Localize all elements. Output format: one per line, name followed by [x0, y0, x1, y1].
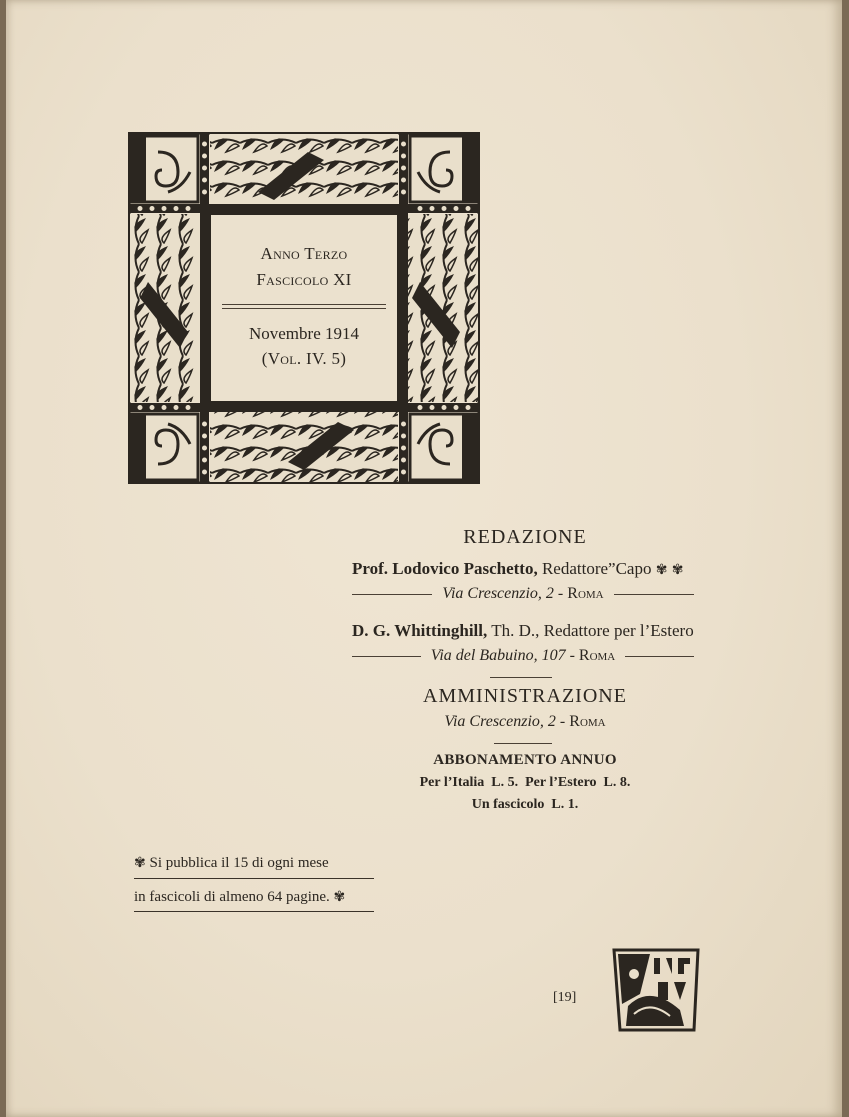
dash-rule	[352, 656, 421, 657]
fleuron-icon: ✾	[655, 563, 668, 578]
address-street: Via Crescenzio, 2 -	[444, 713, 566, 730]
section-divider	[490, 677, 552, 678]
foreign-editor-role: Th. D., Redattore per l’Estero	[491, 621, 694, 640]
frame-text-panel	[214, 218, 394, 398]
publication-note-text: in fascicoli di almeno 64 pagine.	[134, 889, 330, 905]
editor-in-chief-line	[352, 559, 683, 579]
frame-divider	[222, 304, 386, 309]
address-city: Roma	[567, 585, 604, 602]
address-street: Via del Babuino, 107 -	[430, 647, 575, 664]
page	[6, 0, 842, 1117]
address-city: Roma	[578, 647, 616, 664]
dash-rule	[614, 594, 694, 595]
note-rule	[134, 878, 374, 879]
subscription-heading: ABBONAMENTO ANNUO	[433, 752, 617, 768]
amministrazione-address	[346, 713, 704, 731]
issue-date: Novembre 1914	[248, 324, 359, 343]
year-label: Anno Terzo	[260, 244, 348, 263]
redazione-heading: REDAZIONE	[463, 526, 587, 548]
subscription-prices: Per l’Italia L. 5. Per l’Estero L. 8.	[419, 775, 631, 790]
foreign-editor-line	[352, 621, 694, 641]
fleuron-icon: ✾	[134, 856, 146, 871]
bilychnis-logo	[610, 944, 702, 1036]
volume-label: (Vol. IV. 5)	[261, 349, 347, 368]
publication-note-line1	[134, 855, 329, 872]
section-divider	[494, 743, 552, 744]
dash-rule	[352, 594, 432, 595]
publication-note-line2	[134, 889, 345, 906]
editor-in-chief-role: Redattore”Capo	[541, 559, 652, 578]
editor-in-chief-name: Prof. Lodovico Paschetto,	[352, 559, 538, 578]
fleuron-icon: ✾	[671, 563, 684, 578]
ornamental-frame	[128, 132, 480, 484]
address-street: Via Crescenzio, 2 -	[442, 585, 564, 602]
single-issue-price: Un fascicolo L. 1.	[471, 797, 579, 812]
foreign-editor-address	[352, 647, 694, 665]
fleuron-icon: ✾	[333, 890, 346, 905]
foreign-editor-name: D. G. Whittinghill,	[352, 621, 488, 640]
note-rule	[134, 911, 374, 912]
address-city: Roma	[569, 713, 606, 730]
publication-note-text: Si pubblica il 15 di ogni mese	[149, 855, 329, 871]
editor-in-chief-address	[352, 585, 694, 603]
amministrazione-heading: AMMINISTRAZIONE	[423, 685, 627, 707]
issue-label: Fascicolo XI	[256, 270, 352, 289]
page-number: [19]	[553, 990, 577, 1005]
dash-rule	[625, 656, 694, 657]
